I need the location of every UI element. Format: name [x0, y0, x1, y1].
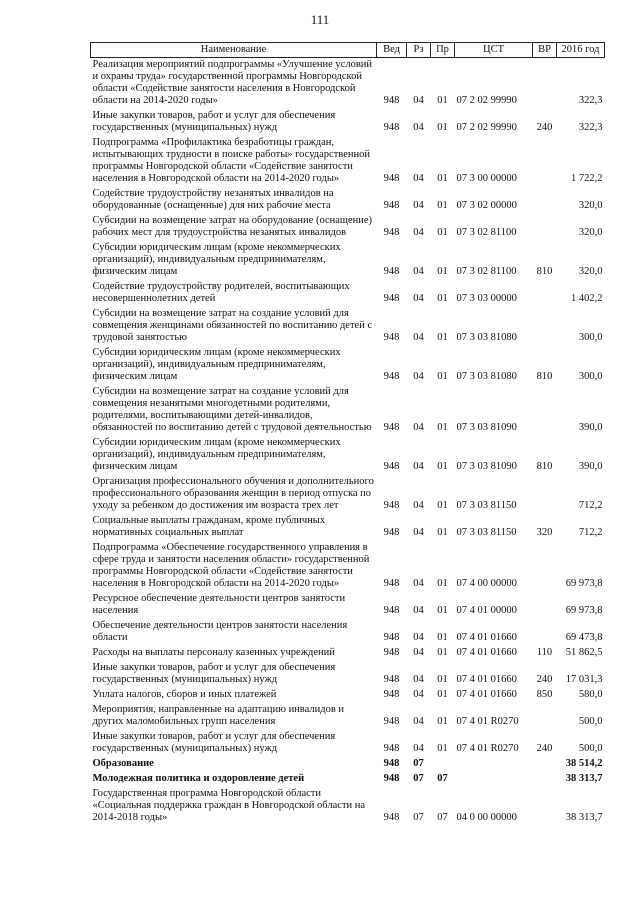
table-row [91, 280, 605, 307]
row-ved: 948 [383, 266, 400, 277]
header-pr: Пр [431, 43, 455, 58]
row-vr: 810 [536, 371, 553, 382]
row-vr: 320 [536, 527, 553, 538]
table-row [91, 688, 605, 703]
table-header-row [91, 43, 605, 58]
row-amount: 69 973,8 [565, 578, 603, 589]
row-name: Субсидии на возмещение затрат на оборудование (оснащение) рабочих мест для трудоустройства незанятых инвалидов [92, 215, 373, 238]
row-vr [533, 136, 557, 187]
header-vr: ВР [533, 43, 557, 58]
row-vr [533, 280, 557, 307]
row-amount: 322,3 [578, 95, 603, 106]
row-name: Уплата налогов, сборов и иных платежей [92, 689, 277, 700]
row-amount: 1 722,2 [571, 173, 603, 184]
row-rz: 07 [413, 758, 424, 769]
table-row [91, 187, 605, 214]
row-ved: 948 [383, 605, 400, 616]
row-pr: 01 [437, 632, 448, 643]
table-row [91, 787, 605, 826]
row-name: Иные закупки товаров, работ и услуг для обеспечения государственных (муниципальных) нужд [92, 731, 336, 754]
row-pr: 01 [437, 500, 448, 511]
row-cst: 07 3 03 81080 [456, 371, 517, 382]
row-ved: 948 [383, 293, 400, 304]
row-amount: 390,0 [578, 422, 603, 433]
row-ved: 948 [383, 689, 400, 700]
row-pr: 01 [437, 293, 448, 304]
row-name: Государственная программа Новгородской области «Социальная поддержка граждан в Новгородской области на 2014-2018 годы» [92, 788, 366, 823]
row-name: Иные закупки товаров, работ и услуг для обеспечения государственных (муниципальных) нужд [92, 110, 336, 133]
row-name: Организация профессионального обучения и дополнительного профессионального образования женщин в период отпуска по уходу за ребенком до достижения им возраста трех лет [92, 476, 374, 511]
row-cst: 07 3 03 00000 [456, 293, 517, 304]
row-cst: 07 4 01 R0270 [456, 743, 519, 754]
row-cst: 07 3 03 81080 [456, 332, 517, 343]
row-cst: 07 4 01 01660 [456, 647, 517, 658]
row-pr: 01 [437, 527, 448, 538]
row-rz: 04 [413, 716, 424, 727]
row-amount: 69 973,8 [565, 605, 603, 616]
row-name: Расходы на выплаты персоналу казенных учреждений [92, 647, 335, 658]
row-ved: 948 [383, 332, 400, 343]
row-name: Субсидии на возмещение затрат на создание условий для совмещения женщинами обязанностей по воспитанию детей с трудовой занятостью [92, 308, 373, 343]
row-ved: 948 [383, 773, 400, 784]
row-rz: 04 [413, 422, 424, 433]
row-vr [533, 541, 557, 592]
row-name: Субсидии юридическим лицам (кроме некоммерческих организаций), индивидуальным предпринимателям, физическим лицам [92, 347, 341, 382]
row-amount: 320,0 [578, 200, 603, 211]
row-rz: 04 [413, 200, 424, 211]
row-name: Молодежная политика и оздоровление детей [92, 773, 305, 784]
row-cst [455, 772, 533, 787]
table-row [91, 307, 605, 346]
row-vr [533, 187, 557, 214]
table-row [91, 703, 605, 730]
row-vr [533, 772, 557, 787]
row-ved: 948 [383, 422, 400, 433]
row-amount: 322,3 [578, 122, 603, 133]
row-vr: 850 [536, 689, 553, 700]
row-amount: 38 313,7 [565, 812, 603, 823]
row-cst: 07 3 02 00000 [456, 200, 517, 211]
row-cst: 07 4 01 01660 [456, 674, 517, 685]
row-rz: 04 [413, 266, 424, 277]
row-rz: 04 [413, 95, 424, 106]
row-ved: 948 [383, 200, 400, 211]
row-cst: 07 4 01 01660 [456, 689, 517, 700]
table-row [91, 436, 605, 475]
row-rz: 04 [413, 674, 424, 685]
row-vr [533, 214, 557, 241]
row-ved: 948 [383, 578, 400, 589]
row-amount: 51 862,5 [565, 647, 603, 658]
row-cst: 07 3 03 81090 [456, 461, 517, 472]
row-name: Реализация мероприятий подпрограммы «Улучшение условий и охраны труда» государственной программы Новгородской области «Содействие занятости населения в Новгородской области на 2014-2020 годы» [92, 59, 373, 106]
row-vr: 240 [536, 122, 553, 133]
table-row [91, 592, 605, 619]
table-row [91, 730, 605, 757]
row-vr: 110 [536, 647, 553, 658]
table-row-section [91, 772, 605, 787]
header-ved: Вед [377, 43, 407, 58]
row-pr: 01 [437, 95, 448, 106]
row-vr: 240 [536, 743, 553, 754]
row-cst: 07 4 00 00000 [456, 578, 517, 589]
table-row [91, 514, 605, 541]
row-ved: 948 [383, 371, 400, 382]
row-rz: 04 [413, 647, 424, 658]
row-ved: 948 [383, 461, 400, 472]
row-cst: 07 3 02 81100 [456, 227, 517, 238]
table-row [91, 241, 605, 280]
row-cst: 07 4 01 01660 [456, 632, 517, 643]
table-row-section [91, 757, 605, 772]
row-ved: 948 [383, 122, 400, 133]
row-amount: 500,0 [578, 743, 603, 754]
row-vr: 810 [536, 266, 553, 277]
row-vr [533, 757, 557, 772]
row-amount: 1 402,2 [571, 293, 603, 304]
row-pr: 01 [437, 422, 448, 433]
row-amount: 17 031,3 [565, 674, 603, 685]
table-row [91, 346, 605, 385]
row-name: Мероприятия, направленные на адаптацию инвалидов и других маломобильных групп населения [92, 704, 345, 727]
row-cst: 07 3 03 81150 [456, 527, 517, 538]
row-ved: 948 [383, 227, 400, 238]
row-pr: 01 [437, 689, 448, 700]
row-cst: 07 3 00 00000 [456, 173, 517, 184]
row-pr: 01 [437, 371, 448, 382]
row-rz: 04 [413, 632, 424, 643]
row-name: Ресурсное обеспечение деятельности центров занятости населения [92, 593, 346, 616]
row-pr: 01 [437, 743, 448, 754]
row-pr: 07 [437, 773, 448, 784]
row-amount: 712,2 [578, 527, 603, 538]
row-ved: 948 [383, 716, 400, 727]
row-pr: 01 [437, 647, 448, 658]
row-rz: 04 [413, 578, 424, 589]
row-cst: 07 2 02 99990 [456, 95, 517, 106]
row-vr: 240 [536, 674, 553, 685]
row-amount: 300,0 [578, 371, 603, 382]
row-name: Образование [92, 758, 154, 769]
row-ved: 948 [383, 812, 400, 823]
header-year: 2016 год [557, 43, 605, 58]
row-cst: 07 3 02 81100 [456, 266, 517, 277]
row-ved: 948 [383, 632, 400, 643]
table-row [91, 58, 605, 110]
row-cst: 07 4 01 R0270 [456, 716, 519, 727]
row-pr: 01 [437, 578, 448, 589]
table-row [91, 109, 605, 136]
row-pr: 01 [437, 605, 448, 616]
row-pr: 01 [437, 173, 448, 184]
row-name: Обеспечение деятельности центров занятости населения области [92, 620, 348, 643]
row-name: Субсидии юридическим лицам (кроме некоммерческих организаций), индивидуальным предпринимателям, физическим лицам [92, 242, 341, 277]
row-pr: 01 [437, 200, 448, 211]
row-vr: 810 [536, 461, 553, 472]
row-cst: 07 3 03 81150 [456, 500, 517, 511]
table-row [91, 646, 605, 661]
table-row [91, 541, 605, 592]
row-pr: 07 [437, 812, 448, 823]
table-row [91, 475, 605, 514]
row-name: Социальные выплаты гражданам, кроме публичных нормативных социальных выплат [92, 515, 326, 538]
row-pr: 01 [437, 122, 448, 133]
row-amount: 500,0 [578, 716, 603, 727]
page-number: 111 [310, 12, 330, 27]
header-cst: ЦСТ [455, 43, 533, 58]
table-row [91, 385, 605, 436]
table-row [91, 136, 605, 187]
row-name: Подпрограмма «Обеспечение государственного управления в сфере труда и занятости населения области» государственной программы Новгородской области «Содействие занятости населения в Новгородской области на 2014-2020 годы» [92, 542, 370, 589]
row-amount: 320,0 [578, 227, 603, 238]
row-ved: 948 [383, 743, 400, 754]
row-rz: 04 [413, 461, 424, 472]
row-rz: 04 [413, 332, 424, 343]
row-name: Иные закупки товаров, работ и услуг для обеспечения государственных (муниципальных) нужд [92, 662, 336, 685]
row-pr: 01 [437, 332, 448, 343]
row-name: Подпрограмма «Профилактика безработицы граждан, испытывающих трудности в поиске работы» государственной программы Новгородской области «Содействие занятости населения в Новгородской области на 2014-2020 годы» [92, 137, 370, 184]
table-body [91, 58, 605, 827]
row-ved: 948 [383, 758, 400, 769]
row-rz: 07 [413, 773, 424, 784]
row-name: Содействие трудоустройству незанятых инвалидов на оборудованные (оснащенные) для них рабочие места [92, 188, 334, 211]
row-vr [533, 475, 557, 514]
row-rz: 04 [413, 527, 424, 538]
row-amount: 390,0 [578, 461, 603, 472]
row-pr: 01 [437, 227, 448, 238]
row-rz: 04 [413, 293, 424, 304]
table-row [91, 619, 605, 646]
row-name: Субсидии на возмещение затрат на создание условий для совмещения незанятыми многодетными родителями, родителями, воспитывающими детей-инвалидов, обязанностей по воспитанию детей с трудовой деятельностью [92, 386, 372, 433]
row-name: Содействие трудоустройству родителей, воспитывающих несовершеннолетних детей [92, 281, 350, 304]
table-row [91, 214, 605, 241]
row-rz: 04 [413, 173, 424, 184]
row-pr: 01 [437, 716, 448, 727]
header-name: Наименование [91, 43, 377, 58]
row-vr [533, 385, 557, 436]
row-rz: 04 [413, 605, 424, 616]
row-cst: 07 3 03 81090 [456, 422, 517, 433]
row-vr [533, 619, 557, 646]
header-rz: Рз [407, 43, 431, 58]
row-ved: 948 [383, 95, 400, 106]
row-rz: 07 [413, 812, 424, 823]
row-vr [533, 703, 557, 730]
row-ved: 948 [383, 647, 400, 658]
row-pr: 01 [437, 266, 448, 277]
row-cst: 07 4 01 00000 [456, 605, 517, 616]
row-rz: 04 [413, 227, 424, 238]
row-pr: 01 [437, 461, 448, 472]
row-name: Субсидии юридическим лицам (кроме некоммерческих организаций), индивидуальным предпринимателям, физическим лицам [92, 437, 341, 472]
row-vr [533, 307, 557, 346]
row-rz: 04 [413, 743, 424, 754]
row-vr [533, 592, 557, 619]
table-row [91, 661, 605, 688]
row-amount: 38 313,7 [565, 773, 603, 784]
row-ved: 948 [383, 527, 400, 538]
row-vr [533, 58, 557, 110]
budget-table [90, 42, 605, 826]
row-rz: 04 [413, 371, 424, 382]
row-ved: 948 [383, 173, 400, 184]
row-rz: 04 [413, 500, 424, 511]
row-amount: 300,0 [578, 332, 603, 343]
row-amount: 69 473,8 [565, 632, 603, 643]
row-amount: 580,0 [578, 689, 603, 700]
row-amount: 320,0 [578, 266, 603, 277]
row-cst [455, 757, 533, 772]
row-vr [533, 787, 557, 826]
row-pr: 01 [437, 674, 448, 685]
row-rz: 04 [413, 122, 424, 133]
row-cst: 04 0 00 00000 [456, 812, 517, 823]
row-cst: 07 2 02 99990 [456, 122, 517, 133]
row-amount: 38 514,2 [565, 758, 603, 769]
row-rz: 04 [413, 689, 424, 700]
row-pr [431, 757, 455, 772]
row-amount: 712,2 [578, 500, 603, 511]
row-ved: 948 [383, 500, 400, 511]
row-ved: 948 [383, 674, 400, 685]
